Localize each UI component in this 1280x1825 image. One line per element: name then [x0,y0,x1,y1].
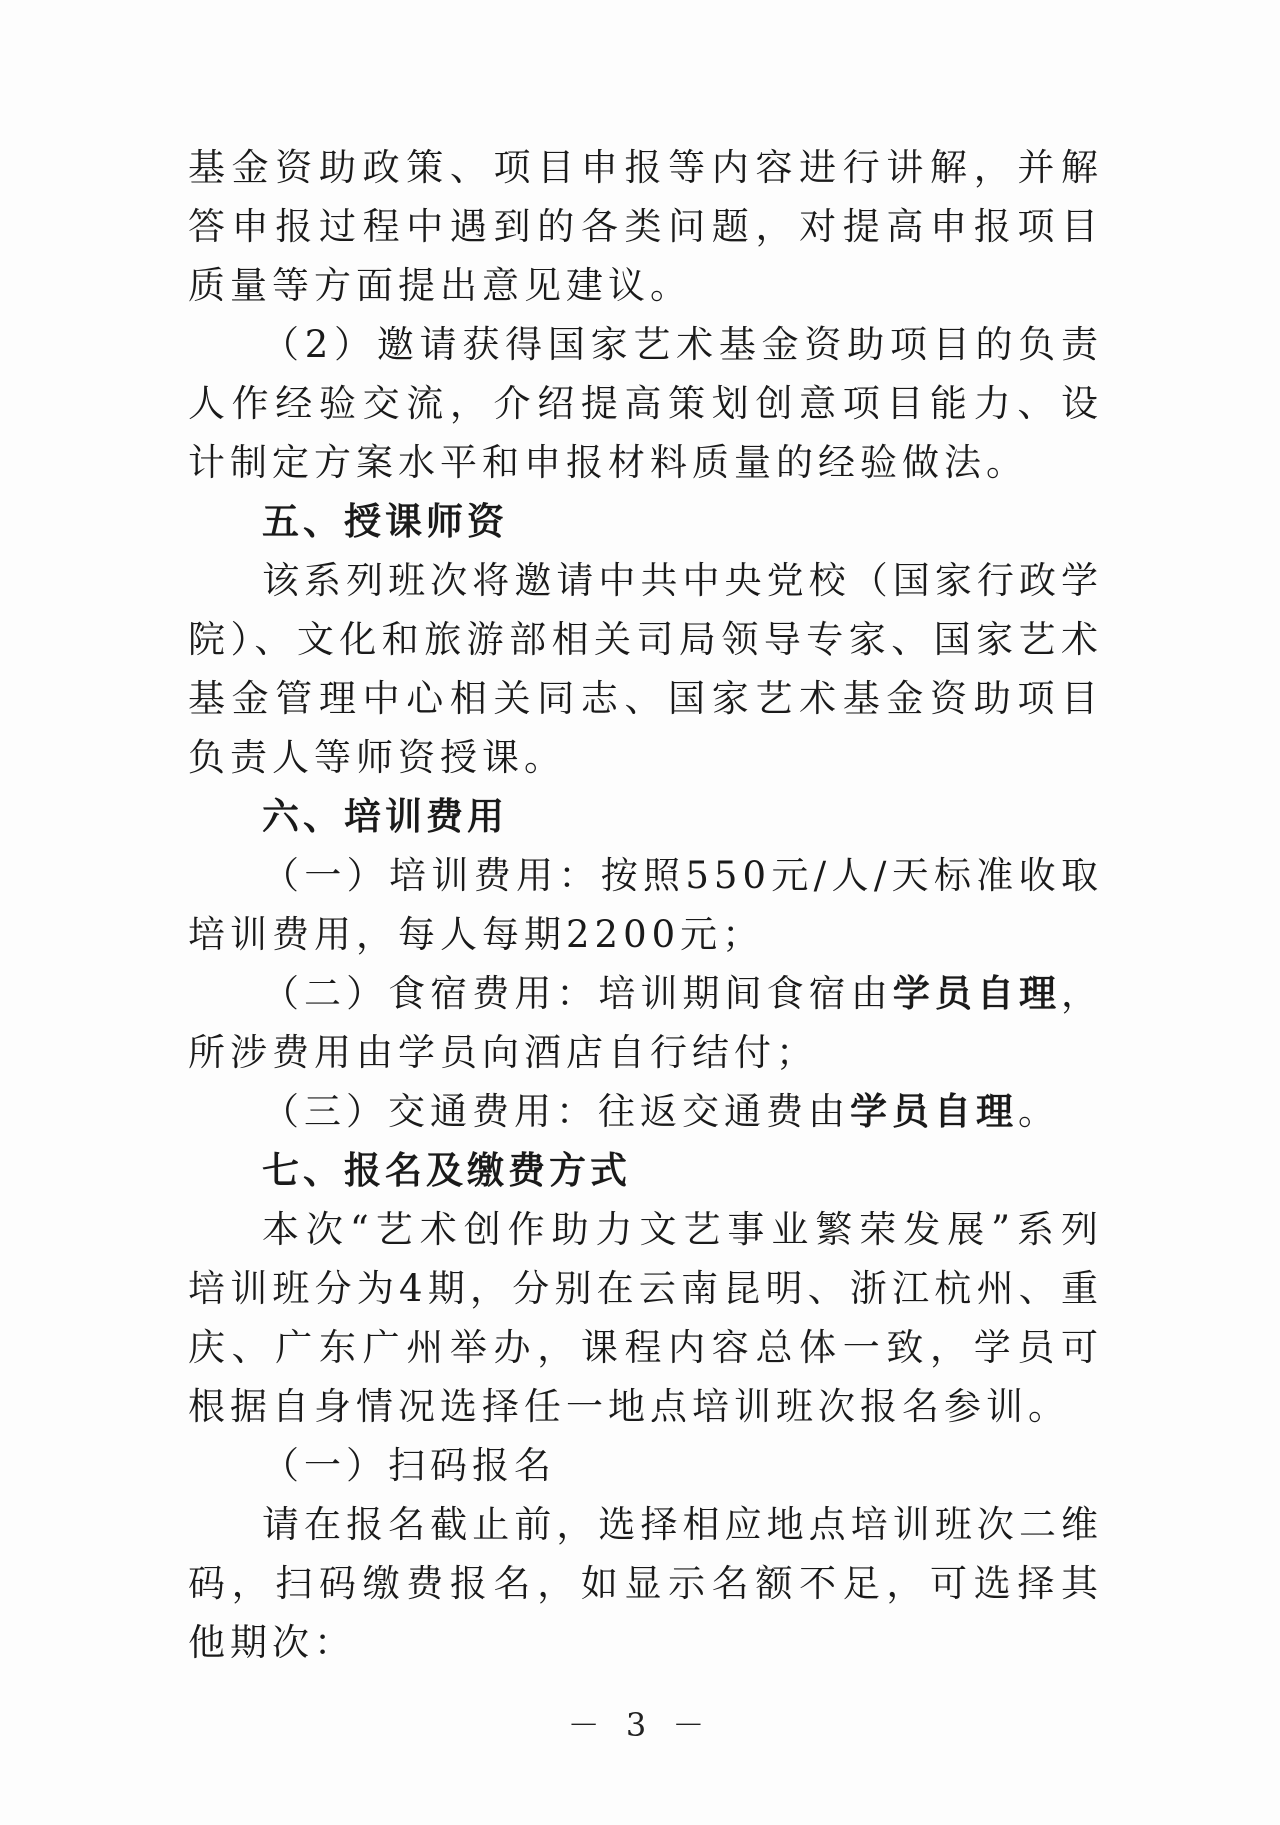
transport-fee-text: （三）交通费用：往返交通费由 [262,1090,850,1133]
paragraph-policy-explanation: 基金资助政策、项目申报等内容进行讲解，并解答申报过程中遇到的各类问题，对提高申报项目质量等方面提出意见建议。 [188,146,1103,307]
transport-self-pay: 学员自理 [850,1090,1018,1133]
paragraph-scan-registration-title: （一）扫码报名 [262,1444,556,1487]
paragraph-accommodation-fee [188,964,1103,1082]
paragraph-experience-exchange: （2）邀请获得国家艺术基金资助项目的负责人作经验交流，介绍提高策划创意项目能力、设计制定方案水平和申报材料质量的经验做法。 [188,323,1103,484]
accommodation-fee-text-end: ，所涉费用由学员向酒店自行结付； [188,972,1104,1074]
accommodation-self-pay: 学员自理 [892,972,1062,1015]
transport-fee-text-end: 。 [1018,1090,1060,1133]
paragraph-transport-fee [188,1082,1103,1141]
paragraph-registration-overview: 本次“艺术创作助力文艺事业繁荣发展”系列培训班分为4期，分别在云南昆明、浙江杭州、重庆、广东广州举办，课程内容总体一致，学员可根据自身情况选择任一地点培训班次报名参训。 [188,1208,1103,1428]
section-heading-teachers: 五、授课师资 [262,500,508,543]
paragraph-training-fee: （一）培训费用：按照550元/人/天标准收取培训费用，每人每期2200元； [188,854,1103,956]
page-number: － 3 － [567,1706,713,1744]
section-heading-fees: 六、培训费用 [262,795,508,838]
paragraph-teachers: 该系列班次将邀请中共中央党校（国家行政学院）、文化和旅游部相关司局领导专家、国家艺术基金管理中心相关同志、国家艺术基金资助项目负责人等师资授课。 [188,559,1103,779]
accommodation-fee-text: （二）食宿费用：培训期间食宿由 [262,972,893,1015]
paragraph-scan-instructions: 请在报名截止前，选择相应地点培训班次二维码，扫码缴费报名，如显示名额不足，可选择其他期次： [188,1503,1103,1664]
document-body [188,138,1103,1672]
section-heading-registration: 七、报名及缴费方式 [262,1149,631,1192]
